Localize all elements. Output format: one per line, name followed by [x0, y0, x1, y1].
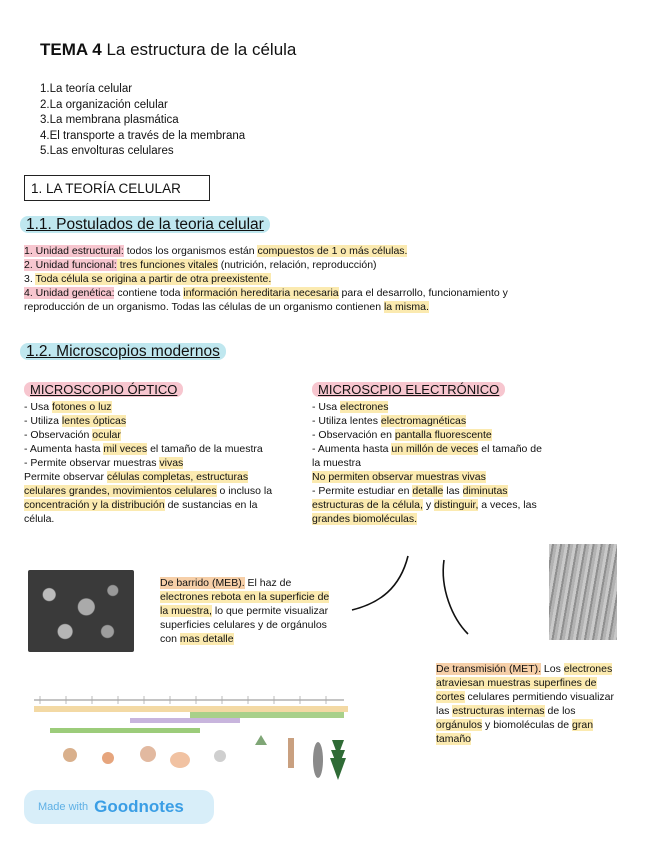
optical-microscope-column: MICROSCOPIO ÓPTICO - Usa fotones o luz - Utiliza lentes ópticas - Observación ocular - Aumenta hasta mil veces el tamaño de la muestra - Permite observar muestras vivas Permite observar células completas, estructuras celulares grandes, movimientos celulares o incluso la concentración y la distribución de sustancias en la célula.	[24, 382, 273, 525]
page-title: TEMA 4 La estructura de la célula	[40, 40, 297, 59]
table-of-contents	[40, 82, 245, 160]
made-with-goodnotes-badge: Made with Goodnotes	[24, 790, 214, 824]
toc-item: 5.Las envolturas celulares	[40, 145, 174, 157]
section-header: 1. LA TEORÍA CELULAR	[24, 175, 210, 201]
size-scale-illustration	[30, 690, 348, 798]
toc-item: 3.La membrana plasmática	[40, 114, 179, 126]
toc-item: 2.La organización celular	[40, 98, 168, 111]
connector-curves	[340, 548, 480, 638]
postulado-1: 1. Unidad estructural: todos los organismos están compuestos de 1 o más células.	[24, 245, 408, 257]
toc-item: 1.La teoría celular	[40, 83, 133, 95]
postulado-3: 3. Toda célula se origina a partir de otra preexistente.	[24, 273, 272, 285]
postulados-list	[24, 244, 524, 314]
postulado-2: 2. Unidad funcional: tres funciones vitales (nutrición, relación, reproducción)	[24, 259, 377, 271]
optical-heading: MICROSCOPIO ÓPTICO	[24, 382, 183, 397]
postulado-4: 4. Unidad genética: contiene toda información hereditaria necesaria para el desarrollo, funcionamiento y reproducción de un organismo. Todas las células de un organismo contienen la misma.	[24, 287, 508, 313]
toc-item: 4.El transporte a través de la membrana	[40, 129, 246, 142]
meb-description: De barrido (MEB). El haz de electrones rebota en la superficie de la muestra, lo que permite visualizar superficies celulares y de orgánulos con mas detalle	[160, 577, 330, 645]
met-description: De transmisión (MET). Los electrones atraviesan muestras superfines de cortes celulares permitiendo visualizar las estructuras internas de los orgánulos y biomoléculas de gran tamaño	[436, 663, 614, 745]
sem-micrograph-image	[28, 570, 134, 652]
subsection-title-postulados: 1.1. Postulados de la teoria celular	[20, 216, 270, 234]
tem-micrograph-image	[549, 544, 617, 640]
subsection-title-microscopios: 1.2. Microscopios modernos	[20, 343, 226, 361]
electron-heading: MICROSCPIO ELECTRÓNICO	[312, 382, 505, 397]
electron-microscope-column: MICROSCPIO ELECTRÓNICO - Usa electrones - Utiliza lentes electromagnéticas - Observación en pantalla fluorescente - Aumenta hasta un millón de veces el tamaño de la muestra No permiten observar muestras vivas - Permite estudiar en detalle las diminutas estructuras de la célula, y distinguir, a veces, las grandes biomoléculas.	[312, 382, 542, 525]
